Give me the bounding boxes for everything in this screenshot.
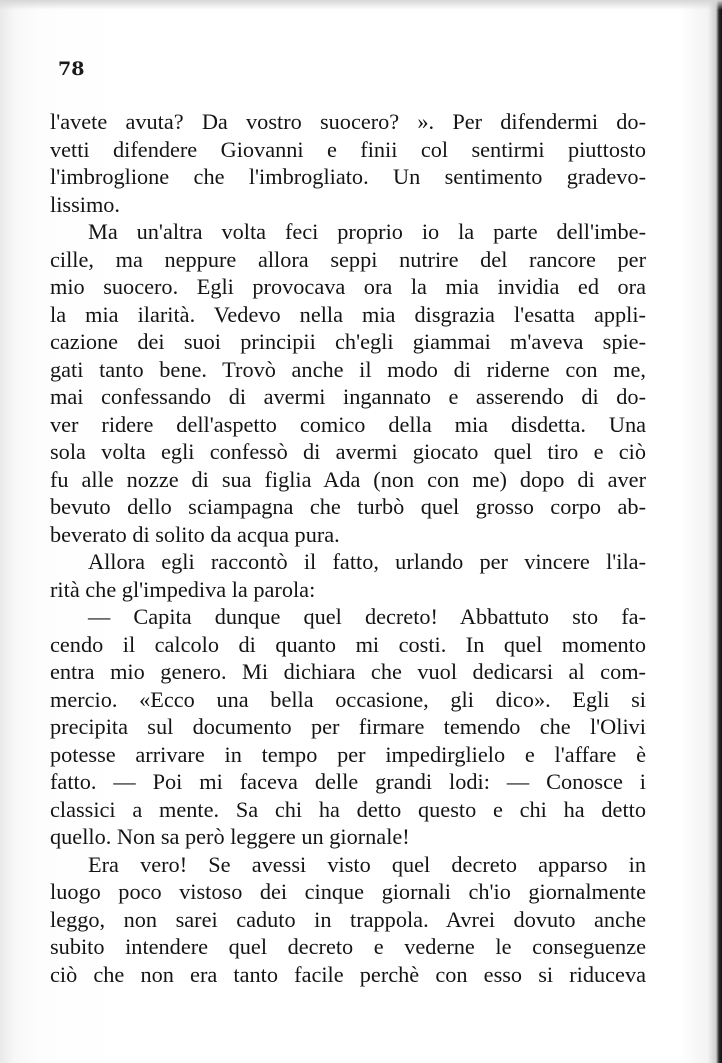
- text-line: sola volta egli confessò di avermi giocato quel tiro e ciò: [50, 439, 646, 464]
- text-line: bevuto dello sciampagna che turbò quel grosso corpo ab-: [50, 494, 646, 519]
- text-line: mai confessando di avermi ingannato e asserendo di do-: [50, 384, 646, 409]
- text-line: fu alle nozze di sua figlia Ada (non con me) dopo di aver: [50, 466, 646, 492]
- text-line: l'imbroglione che l'imbrogliato. Un sentimento gradevo-: [50, 164, 646, 189]
- text-line: luogo poco vistoso dei cinque giornali ch'io giornalmente: [50, 879, 646, 904]
- text-line: cendo il calcolo di quanto mi costi. In quel momento: [50, 631, 646, 657]
- text-line: leggo, non sarei caduto in trappola. Avrei dovuto anche: [50, 906, 646, 932]
- text-line: lissimo.: [50, 191, 121, 217]
- text-line: l'avete avuta? Da vostro suocero? ». Per difendermi do-: [50, 109, 646, 134]
- text-line: quello. Non sa però leggere un giornale!: [50, 824, 410, 849]
- text-line: mio suocero. Egli provocava ora la mia invidia ed ora: [50, 274, 646, 299]
- page-top-shadow: [0, 0, 722, 10]
- text-line: fatto. — Poi mi faceva delle grandi lodi: — Conosce i: [50, 769, 646, 794]
- text-line: precipita sul documento per firmare temendo che l'Olivi: [50, 714, 646, 739]
- body-text: [50, 108, 646, 988]
- text-line: potesse arrivare in tempo per impedirglielo e l'affare è: [50, 741, 646, 767]
- text-line: mercio. «Ecco una bella occasione, gli dico». Egli si: [50, 686, 646, 712]
- text-line: la mia ilarità. Vedevo nella mia disgrazia l'esatta appli-: [50, 301, 646, 327]
- paragraph-start-line: Ma un'altra volta feci proprio io la parte dell'imbe-: [88, 219, 646, 244]
- text-line: beverato di solito da acqua pura.: [50, 521, 340, 547]
- text-line: vetti difendere Giovanni e finii col sentirmi piuttosto: [50, 136, 646, 162]
- text-line: rità che gl'impediva la parola:: [50, 576, 316, 602]
- text-line: entra mio genero. Mi dichiara che vuol dedicarsi al com-: [50, 659, 646, 684]
- text-line: gati tanto bene. Trovò anche il modo di riderne con me,: [50, 356, 646, 382]
- text-line: cille, ma neppure allora seppi nutrire del rancore per: [50, 246, 646, 272]
- text-line: ver ridere dell'aspetto comico della mia disdetta. Una: [50, 411, 646, 437]
- page-number: 78: [58, 58, 85, 80]
- paragraph-start-line: — Capita dunque quel decreto! Abbattuto sto fa-: [88, 604, 646, 629]
- paragraph-start-line: Era vero! Se avessi visto quel decreto apparso in: [88, 851, 646, 877]
- text-line: classici a mente. Sa chi ha detto questo e chi ha detto: [50, 796, 646, 822]
- text-line: subito intendere quel decreto e vederne le conseguenze: [50, 934, 646, 959]
- text-line: cazione dei suoi principii ch'egli giammai m'aveva spie-: [50, 329, 646, 354]
- text-line: ciò che non era tanto facile perchè con esso si riduceva: [50, 961, 646, 987]
- paragraph-start-line: Allora egli raccontò il fatto, urlando per vincere l'ila-: [88, 549, 646, 574]
